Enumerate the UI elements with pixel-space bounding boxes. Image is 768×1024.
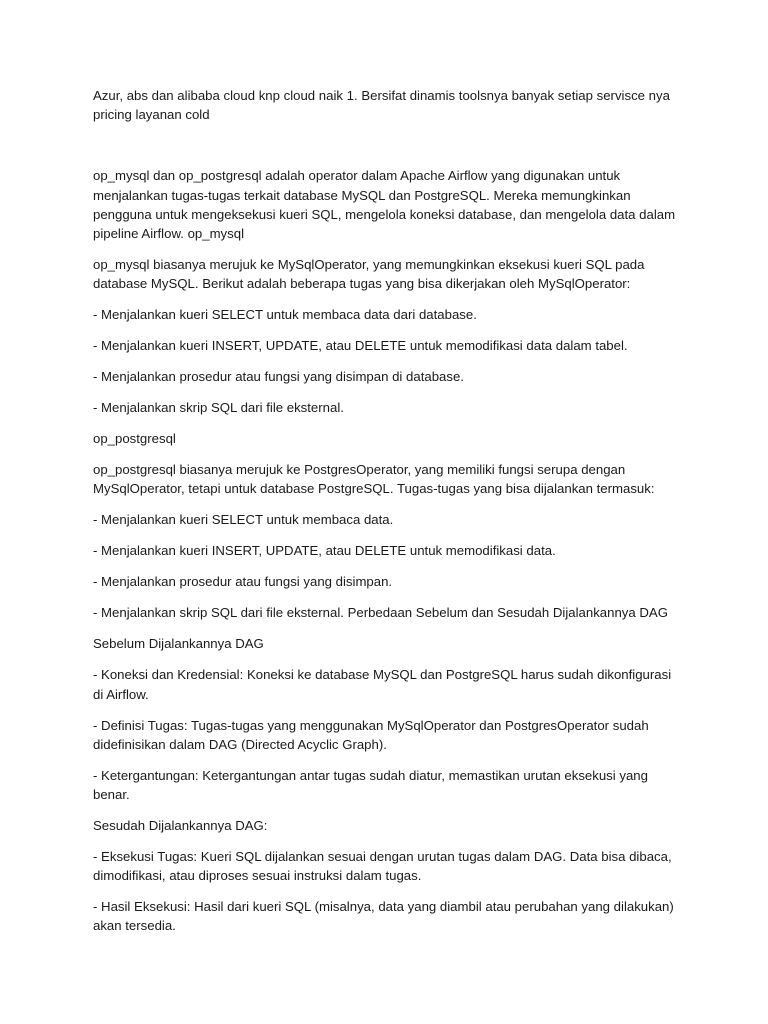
heading-after-dag: Sesudah Dijalankannya DAG: <box>93 818 268 834</box>
paragraph-postgres-operator: op_postgresql biasanya merujuk ke PostgresOperator, yang memiliki fungsi serupa dengan MySqlOperator, tetapi untuk database PostgreSQL. Tugas-tugas yang bisa dijalankan termasuk: <box>93 462 655 497</box>
paragraph-mysql-operator: op_mysql biasanya merujuk ke MySqlOperator, yang memungkinkan eksekusi kueri SQL pada database MySQL. Berikut adalah beberapa tugas yang bisa dikerjakan oleh MySqlOperator: <box>93 257 645 292</box>
list-item: - Definisi Tugas: Tugas-tugas yang menggunakan MySqlOperator dan PostgresOperator sudah didefinisikan dalam DAG (Directed Acyclic Graph). <box>93 717 649 752</box>
list-item: - Menjalankan skrip SQL dari file eksternal. Perbedaan Sebelum dan Sesudah Dijalankannya DAG <box>93 605 668 621</box>
intro-note: Azur, abs dan alibaba cloud knp cloud naik 1. Bersifat dinamis toolsnya banyak setiap servisce nya pricing layanan cold <box>93 88 670 123</box>
list-item: - Koneksi dan Kredensial: Koneksi ke database MySQL dan PostgreSQL harus sudah dikonfigurasi di Airflow. <box>93 667 672 702</box>
list-item: - Menjalankan skrip SQL dari file eksternal. <box>93 400 344 416</box>
list-item: - Eksekusi Tugas: Kueri SQL dijalankan sesuai dengan urutan tugas dalam DAG. Data bisa dibaca, dimodifikasi, atau diproses sesuai instruksi dalam tugas. <box>93 849 672 884</box>
list-item: - Menjalankan prosedur atau fungsi yang disimpan. <box>93 574 393 590</box>
list-item: - Ketergantungan: Ketergantungan antar tugas sudah diatur, memastikan urutan eksekusi yang benar. <box>93 767 648 803</box>
list-item: - Menjalankan kueri SELECT untuk membaca data dari database. <box>93 307 477 323</box>
list-item: - Hasil Eksekusi: Hasil dari kueri SQL (misalnya, data yang diambil atau perubahan yang dilakukan) akan tersedia. <box>93 899 674 934</box>
document-body <box>93 86 683 947</box>
list-item: - Menjalankan kueri SELECT untuk membaca data. <box>93 512 394 528</box>
list-item: - Menjalankan kueri INSERT, UPDATE, atau DELETE untuk memodifikasi data. <box>93 543 556 559</box>
list-item: - Menjalankan prosedur atau fungsi yang disimpan di database. <box>93 369 464 385</box>
heading-op-postgresql: op_postgresql <box>93 431 176 447</box>
list-item: - Menjalankan kueri INSERT, UPDATE, atau DELETE untuk memodifikasi data dalam tabel. <box>93 338 628 354</box>
heading-before-dag: Sebelum Dijalankannya DAG <box>93 636 264 652</box>
paragraph-operators-overview: op_mysql dan op_postgresql adalah operator dalam Apache Airflow yang digunakan untuk menjalankan tugas-tugas terkait database MySQL dan PostgreSQL. Mereka memungkinkan pengguna untuk mengeksekusi kueri SQL, mengelola koneksi database, dan mengelola data dalam pipeline Airflow. op_mysql <box>93 168 676 242</box>
